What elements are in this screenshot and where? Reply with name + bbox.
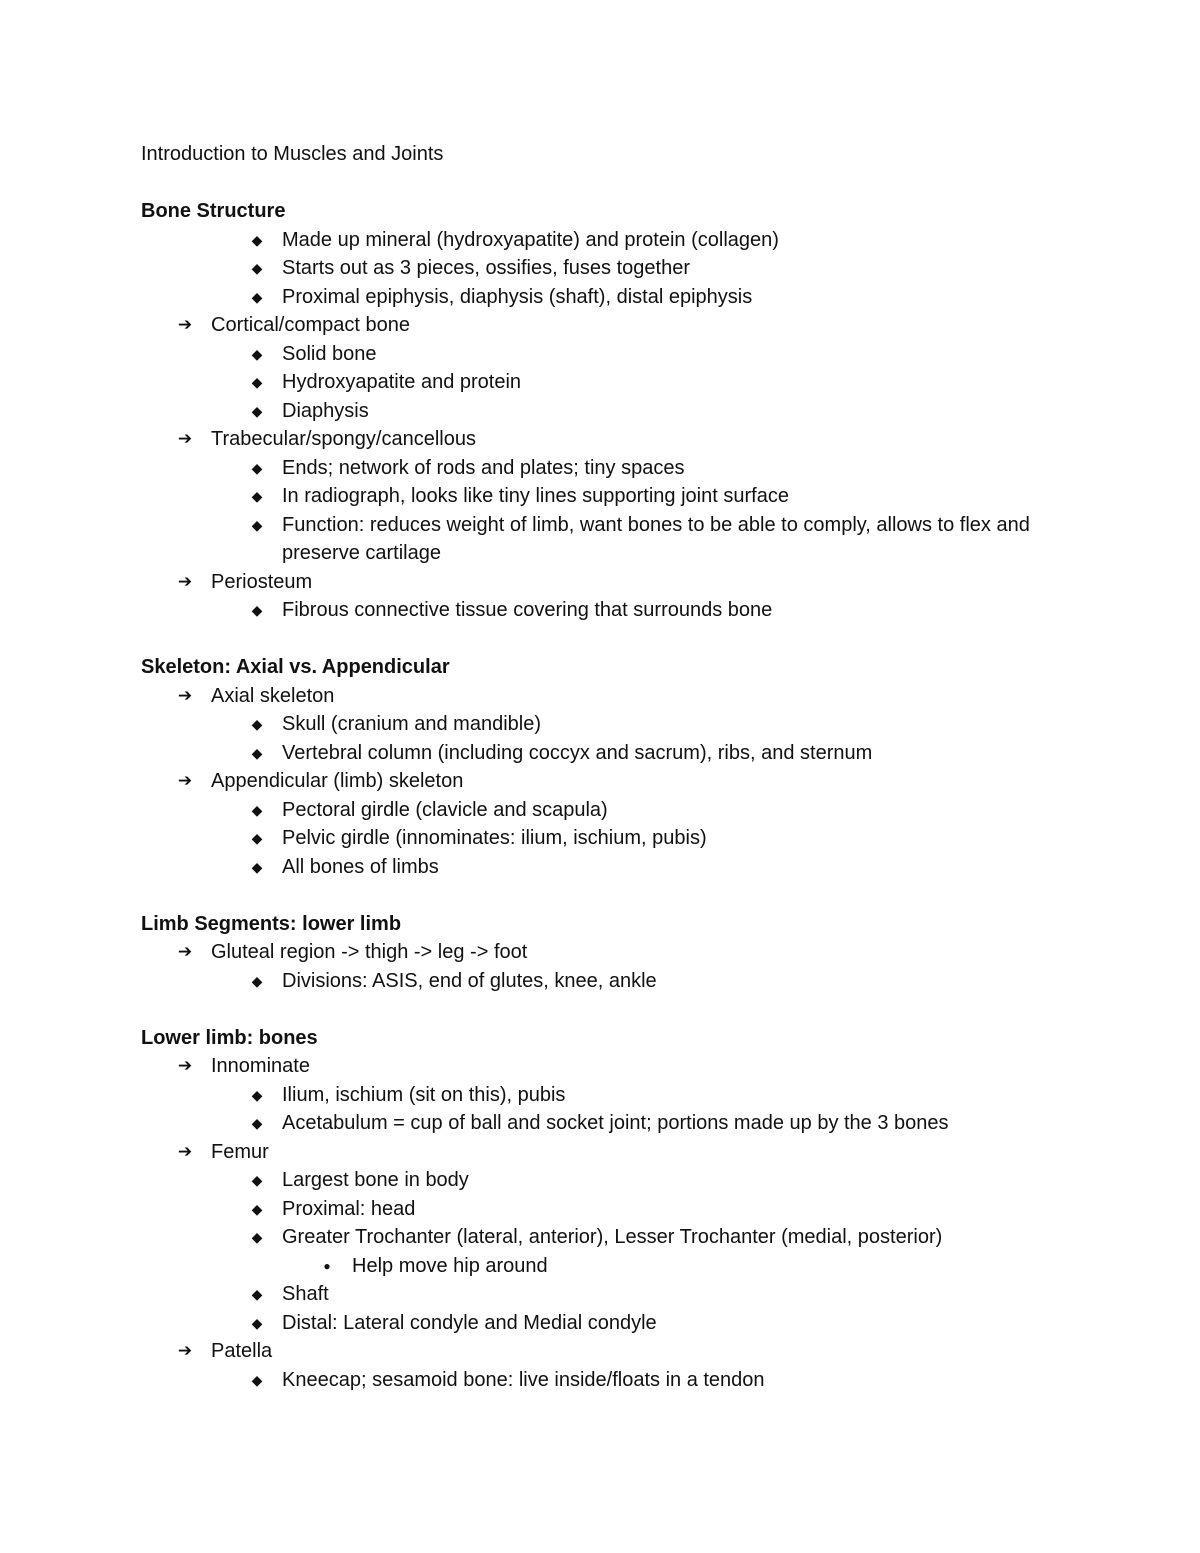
list-item-text: Fibrous connective tissue covering that surrounds bone [282, 599, 773, 621]
list-item [141, 938, 1081, 967]
list-item-text: Kneecap; sesamoid bone: live inside/floats in a tendon [282, 1368, 765, 1391]
diamond-icon: ◆ [251, 1200, 263, 1217]
list-item-text: Largest bone in body [282, 1169, 469, 1191]
diamond-icon: ◆ [251, 402, 263, 419]
list-item-text: Skull (cranium and mandible) [282, 713, 542, 735]
diamond-icon: ◆ [251, 516, 263, 533]
section-heading: Lower limb: bones [141, 1026, 318, 1049]
diamond-icon: ◆ [251, 744, 263, 761]
diamond-icon: ◆ [251, 231, 263, 248]
diamond-icon: ◆ [251, 716, 263, 732]
diamond-icon: ◆ [251, 1371, 263, 1388]
list-item [141, 824, 1081, 853]
list-item [141, 682, 1081, 711]
list-item-text: Diaphysis [282, 399, 369, 422]
section-heading: Bone Structure [141, 200, 286, 222]
list-item [141, 1223, 1081, 1252]
list-item-text: Pelvic girdle (innominates: ilium, ischium, pubis) [282, 827, 707, 849]
list-item-text: Innominate [211, 1055, 310, 1077]
list-item-text: All bones of limbs [282, 855, 439, 878]
list-item [141, 482, 1081, 511]
list-item-text: Greater Trochanter (lateral, anterior), Lesser Trochanter (medial, posterior) [282, 1226, 943, 1248]
list-item-text: Gluteal region -> thigh -> leg -> foot [211, 941, 528, 963]
list-item-text: Pectoral girdle (clavicle and scapula) [282, 798, 608, 821]
list-item [141, 340, 1081, 369]
list-item [141, 397, 1081, 426]
list-item [141, 1138, 1081, 1167]
list-item-text: Vertebral column (including coccyx and sacrum), ribs, and sternum [282, 741, 873, 764]
list-item-text: Help move hip around [352, 1254, 548, 1277]
list-item [141, 1081, 1081, 1110]
list-item-text: Proximal: head [282, 1197, 416, 1220]
diamond-icon: ◆ [251, 1172, 263, 1188]
list-item-text: Patella [211, 1340, 273, 1362]
diamond-icon: ◆ [251, 374, 263, 390]
diamond-icon: ◆ [251, 288, 263, 305]
list-item-text: Proximal epiphysis, diaphysis (shaft), distal epiphysis [282, 285, 753, 308]
arrow-icon: ➔ [177, 1141, 193, 1161]
diamond-icon: ◆ [251, 858, 263, 875]
list-item-text: Axial skeleton [211, 684, 335, 707]
list-item-text: Periosteum [211, 570, 313, 593]
list-item-text: Ilium, ischium (sit on this), pubis [282, 1083, 566, 1106]
list-item-text: Femur [211, 1140, 269, 1163]
list-item-text: Distal: Lateral condyle and Medial condyle [282, 1311, 657, 1334]
diamond-icon: ◆ [251, 459, 263, 476]
list-item [141, 1166, 1081, 1195]
list-item-text: Starts out as 3 pieces, ossifies, fuses together [282, 257, 690, 279]
arrow-icon: ➔ [177, 771, 193, 790]
list-item [141, 511, 1081, 568]
list-item [141, 283, 1081, 312]
arrow-icon: ➔ [177, 685, 193, 705]
list-item-text: Function: reduces weight of limb, want bones to be able to comply, allows to flex and preserve cartilage [282, 513, 1030, 564]
list-item [141, 254, 1081, 283]
diamond-icon: ◆ [251, 801, 263, 818]
list-item-text: Acetabulum = cup of ball and socket joint; portions made up by the 3 bones [282, 1112, 949, 1134]
list-item [141, 739, 1081, 768]
diamond-icon: ◆ [251, 830, 263, 846]
diamond-icon: ◆ [251, 1286, 263, 1302]
diamond-icon: ◆ [251, 602, 263, 618]
list-item [141, 1337, 1081, 1366]
list-item-text: Trabecular/spongy/cancellous [211, 428, 476, 450]
section [141, 653, 1081, 881]
arrow-icon: ➔ [177, 1341, 193, 1360]
diamond-icon: ◆ [251, 1314, 263, 1331]
list-item [141, 596, 1081, 625]
diamond-icon: ◆ [251, 1086, 263, 1103]
diamond-icon: ◆ [251, 972, 263, 989]
list-item-text: Solid bone [282, 342, 377, 365]
list-item-text: Shaft [282, 1283, 329, 1305]
list-item-text: Divisions: ASIS, end of glutes, knee, ankle [282, 969, 657, 992]
list-item [141, 226, 1081, 255]
arrow-icon: ➔ [177, 942, 193, 961]
list-item [141, 368, 1081, 397]
list-item [141, 1195, 1081, 1224]
list-item [141, 853, 1081, 882]
document-body [141, 197, 1081, 1394]
arrow-icon: ➔ [177, 1056, 193, 1075]
list-item [141, 1309, 1081, 1338]
diamond-icon: ◆ [251, 1229, 263, 1245]
list-item-text: Hydroxyapatite and protein [282, 371, 522, 393]
list-item-text: Cortical/compact bone [211, 314, 410, 336]
list-item-text: Appendicular (limb) skeleton [211, 770, 464, 792]
diamond-icon: ◆ [251, 488, 263, 504]
arrow-icon: ➔ [177, 571, 193, 591]
arrow-icon: ➔ [177, 429, 193, 448]
section-heading: Limb Segments: lower limb [141, 912, 402, 935]
list-item-text: In radiograph, looks like tiny lines supporting joint surface [282, 485, 789, 507]
list-item [141, 1109, 1081, 1138]
document-page [141, 140, 1081, 1394]
document-title: Introduction to Muscles and Joints [141, 143, 444, 165]
list-item [141, 1052, 1081, 1081]
list-item [141, 767, 1081, 796]
list-item [141, 710, 1081, 739]
list-item-text: Ends; network of rods and plates; tiny spaces [282, 456, 685, 479]
list-item [141, 425, 1081, 454]
list-item [141, 1280, 1081, 1309]
section [141, 1024, 1081, 1395]
dot-icon: ● [323, 1258, 331, 1273]
list-item [141, 454, 1081, 483]
diamond-icon: ◆ [251, 345, 263, 362]
list-item [141, 967, 1081, 996]
list-item [141, 796, 1081, 825]
section-heading: Skeleton: Axial vs. Appendicular [141, 656, 450, 678]
list-item [141, 1366, 1081, 1395]
diamond-icon: ◆ [251, 1115, 263, 1131]
list-item-text: Made up mineral (hydroxyapatite) and protein (collagen) [282, 228, 779, 251]
section [141, 910, 1081, 996]
arrow-icon: ➔ [177, 315, 193, 334]
section [141, 197, 1081, 625]
list-item [141, 1252, 1081, 1281]
diamond-icon: ◆ [251, 260, 263, 276]
list-item [141, 311, 1081, 340]
list-item [141, 568, 1081, 597]
